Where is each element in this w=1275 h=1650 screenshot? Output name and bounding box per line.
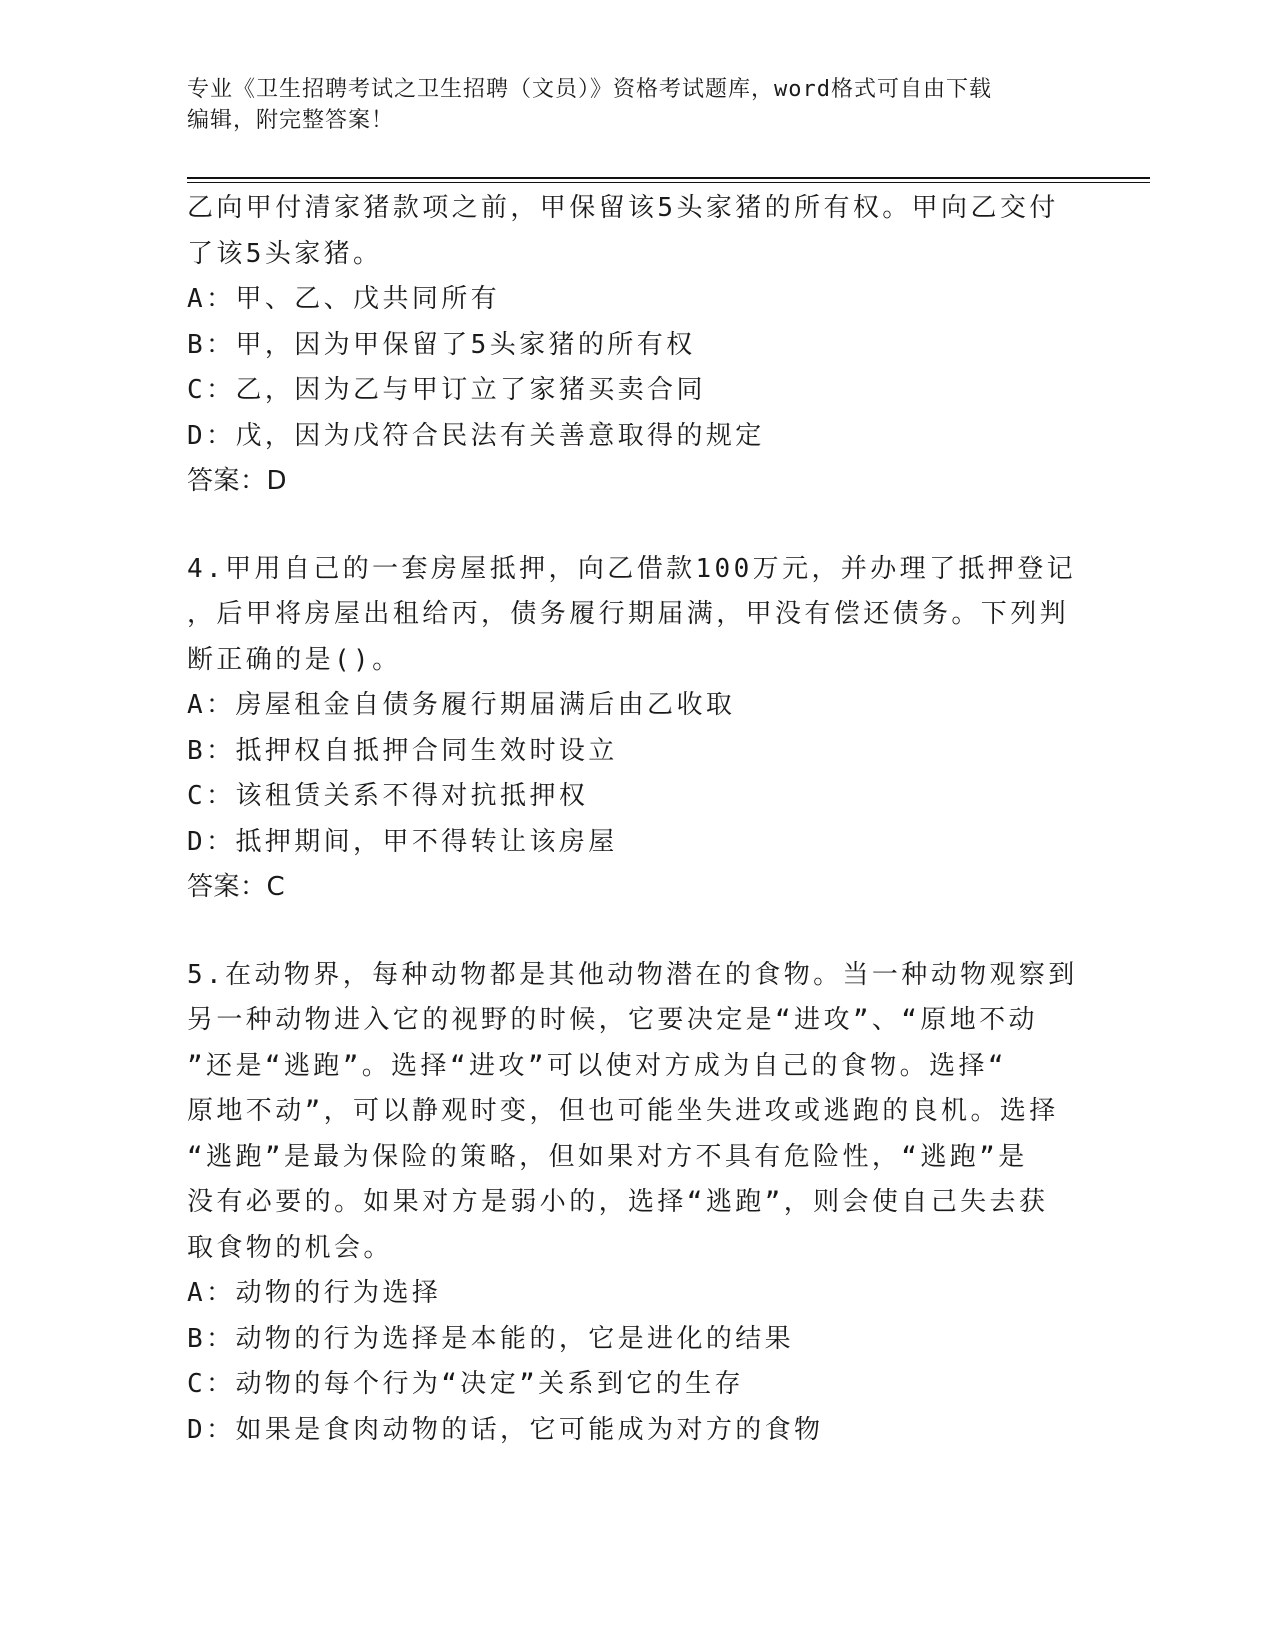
header-line-2: 编辑，附完整答案！ — [187, 108, 395, 133]
answer-line: 答案：C — [187, 872, 286, 902]
question-stem-line: 另一种动物进入它的视野的时候，它要决定是“进攻”、“原地不动 — [187, 1005, 1038, 1035]
option-d: D：抵押期间，甲不得转让该房屋 — [187, 826, 618, 857]
question-stem-line: 4.甲用自己的一套房屋抵押，向乙借款100万元，并办理了抵押登记 — [187, 553, 1077, 584]
option-a: A：甲、乙、戊共同所有 — [187, 284, 501, 314]
option-b: B：动物的行为选择是本能的，它是进化的结果 — [187, 1323, 795, 1354]
question-stem-line: ，后甲将房屋出租给丙，债务履行期届满，甲没有偿还债务。下列判 — [187, 599, 1070, 629]
question-stem-line: 了该5头家猪。 — [187, 238, 383, 269]
option-c: C：动物的每个行为“决定”关系到它的生存 — [187, 1369, 744, 1399]
question-stem-line: 取食物的机会。 — [187, 1232, 393, 1263]
question-stem-line: “逃跑”是最为保险的策略，但如果对方不具有危险性，“逃跑”是 — [187, 1141, 1028, 1172]
option-c: C：乙，因为乙与甲订立了家猪买卖合同 — [187, 375, 706, 405]
question-stem-line: 断正确的是()。 — [187, 644, 402, 675]
option-c: C：该租赁关系不得对抗抵押权 — [187, 781, 589, 811]
question-stem-line: 乙向甲付清家猪款项之前，甲保留该5头家猪的所有权。甲向乙交付 — [187, 193, 1059, 223]
question-stem-line: 原地不动”，可以静观时变，但也可能坐失进攻或逃跑的良机。选择 — [187, 1096, 1059, 1126]
option-d: D：如果是食肉动物的话，它可能成为对方的食物 — [187, 1414, 824, 1445]
header-divider-thick — [187, 177, 1150, 179]
header-divider-thin — [187, 182, 1150, 183]
question-4 — [187, 547, 1077, 911]
question-3 — [187, 186, 1067, 505]
question-stem-line: ”还是“逃跑”。选择“进攻”可以使对方成为自己的食物。选择“ — [187, 1050, 1007, 1081]
question-stem-line: 没有必要的。如果对方是弱小的，选择“逃跑”，则会使自己失去获 — [187, 1187, 1049, 1217]
answer-line: 答案：D — [187, 466, 288, 496]
option-a: A：动物的行为选择 — [187, 1278, 442, 1308]
header-line-1: 专业《卫生招聘考试之卫生招聘（文员）》资格考试题库，word格式可自由下载 — [187, 77, 992, 102]
question-body — [187, 186, 1078, 1453]
page-header — [187, 74, 1067, 136]
option-d: D：戊，因为戊符合民法有关善意取得的规定 — [187, 420, 765, 451]
option-a: A：房屋租金自债务履行期届满后由乙收取 — [187, 690, 736, 720]
question-stem-line: 5.在动物界，每种动物都是其他动物潜在的食物。当一种动物观察到 — [187, 959, 1078, 990]
option-b: B：抵押权自抵押合同生效时设立 — [187, 735, 618, 766]
question-5 — [187, 953, 1078, 1454]
option-b: B：甲，因为甲保留了5头家猪的所有权 — [187, 329, 696, 360]
question-gap — [187, 505, 1067, 547]
question-gap — [187, 911, 1067, 953]
